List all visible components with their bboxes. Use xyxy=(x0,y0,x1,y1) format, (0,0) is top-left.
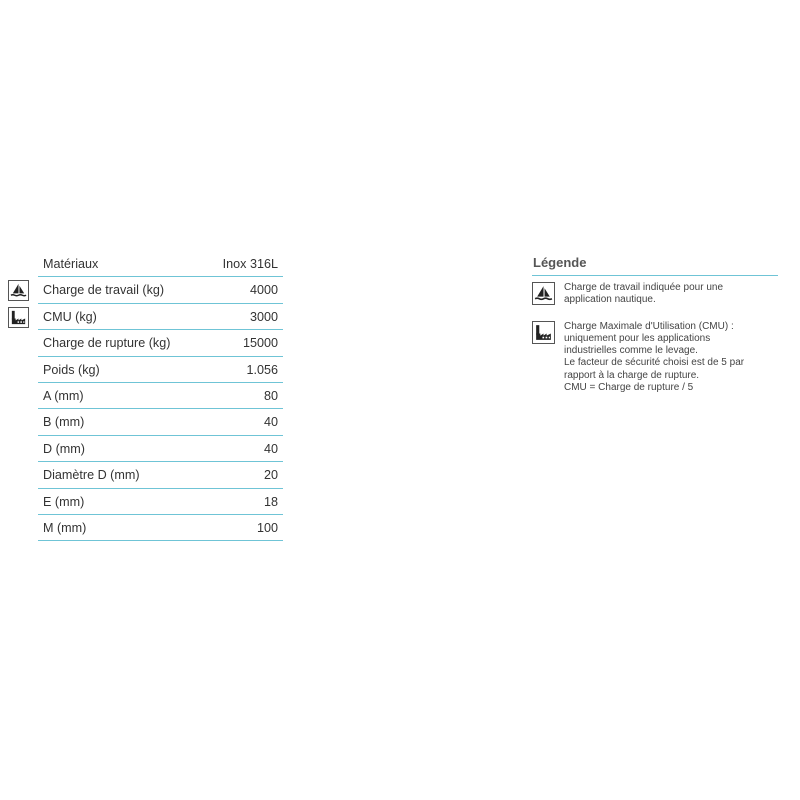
factory-icon xyxy=(532,321,555,344)
legend-title: Légende xyxy=(532,253,778,276)
spec-row-b xyxy=(38,409,283,435)
spec-row-a xyxy=(38,383,283,409)
spec-label: Charge de travail (kg) xyxy=(43,283,165,298)
legend-item-nautique xyxy=(532,282,778,307)
spec-value: 40 xyxy=(263,415,278,430)
spec-label: Matériaux xyxy=(43,257,99,271)
legend-text-line: Charge de travail indiquée pour une xyxy=(564,282,723,293)
spec-label: A (mm) xyxy=(43,388,84,403)
sailboat-icon xyxy=(532,282,555,305)
spec-value: 15000 xyxy=(242,336,278,351)
spec-row-poids xyxy=(38,357,283,383)
legend-text-line: application nautique. xyxy=(564,294,656,306)
factory-icon xyxy=(8,307,29,328)
legend-text-line: industrielles comme le levage. xyxy=(564,345,698,357)
specs-table xyxy=(38,251,283,541)
sailboat-icon xyxy=(8,280,29,301)
spec-row-cmu xyxy=(38,304,283,330)
spec-row-m xyxy=(38,515,283,541)
spec-value: 1.056 xyxy=(246,362,278,377)
legend-text-line: Charge Maximale d'Utilisation (CMU) : xyxy=(564,320,734,332)
spec-row-diametre-d xyxy=(38,462,283,488)
spec-value: 80 xyxy=(263,388,278,403)
spec-row-d xyxy=(38,436,283,462)
spec-value: 3000 xyxy=(249,309,278,324)
spec-label: Charge de rupture (kg) xyxy=(43,336,171,351)
spec-value: Inox 316L xyxy=(222,257,278,271)
spec-value: 40 xyxy=(263,441,278,456)
legend-text-line: CMU = Charge de rupture / 5 xyxy=(564,382,694,394)
spec-value: 100 xyxy=(256,520,278,535)
spec-row-charge-travail xyxy=(38,277,283,303)
spec-label: B (mm) xyxy=(43,415,85,430)
spec-label: CMU (kg) xyxy=(43,309,97,324)
spec-label: D (mm) xyxy=(43,441,85,456)
legend-text-line: Le facteur de sécurité choisi est de 5 par xyxy=(564,357,745,369)
spec-value: 4000 xyxy=(249,283,278,298)
legend-text-line: rapport à la charge de rupture. xyxy=(564,369,700,381)
legend-text-line: uniquement pour les applications xyxy=(564,332,711,344)
spec-label: Poids (kg) xyxy=(43,362,100,377)
spec-value: 18 xyxy=(263,494,278,509)
spec-row-e xyxy=(38,489,283,515)
spec-row-charge-rupture xyxy=(38,330,283,356)
spec-value: 20 xyxy=(263,468,278,483)
spec-label: E (mm) xyxy=(43,494,85,509)
spec-row-materiaux xyxy=(38,251,283,277)
legend-item-cmu xyxy=(532,321,778,395)
spec-label: M (mm) xyxy=(43,520,87,535)
spec-label: Diamètre D (mm) xyxy=(43,468,140,483)
legend-panel xyxy=(532,251,778,394)
